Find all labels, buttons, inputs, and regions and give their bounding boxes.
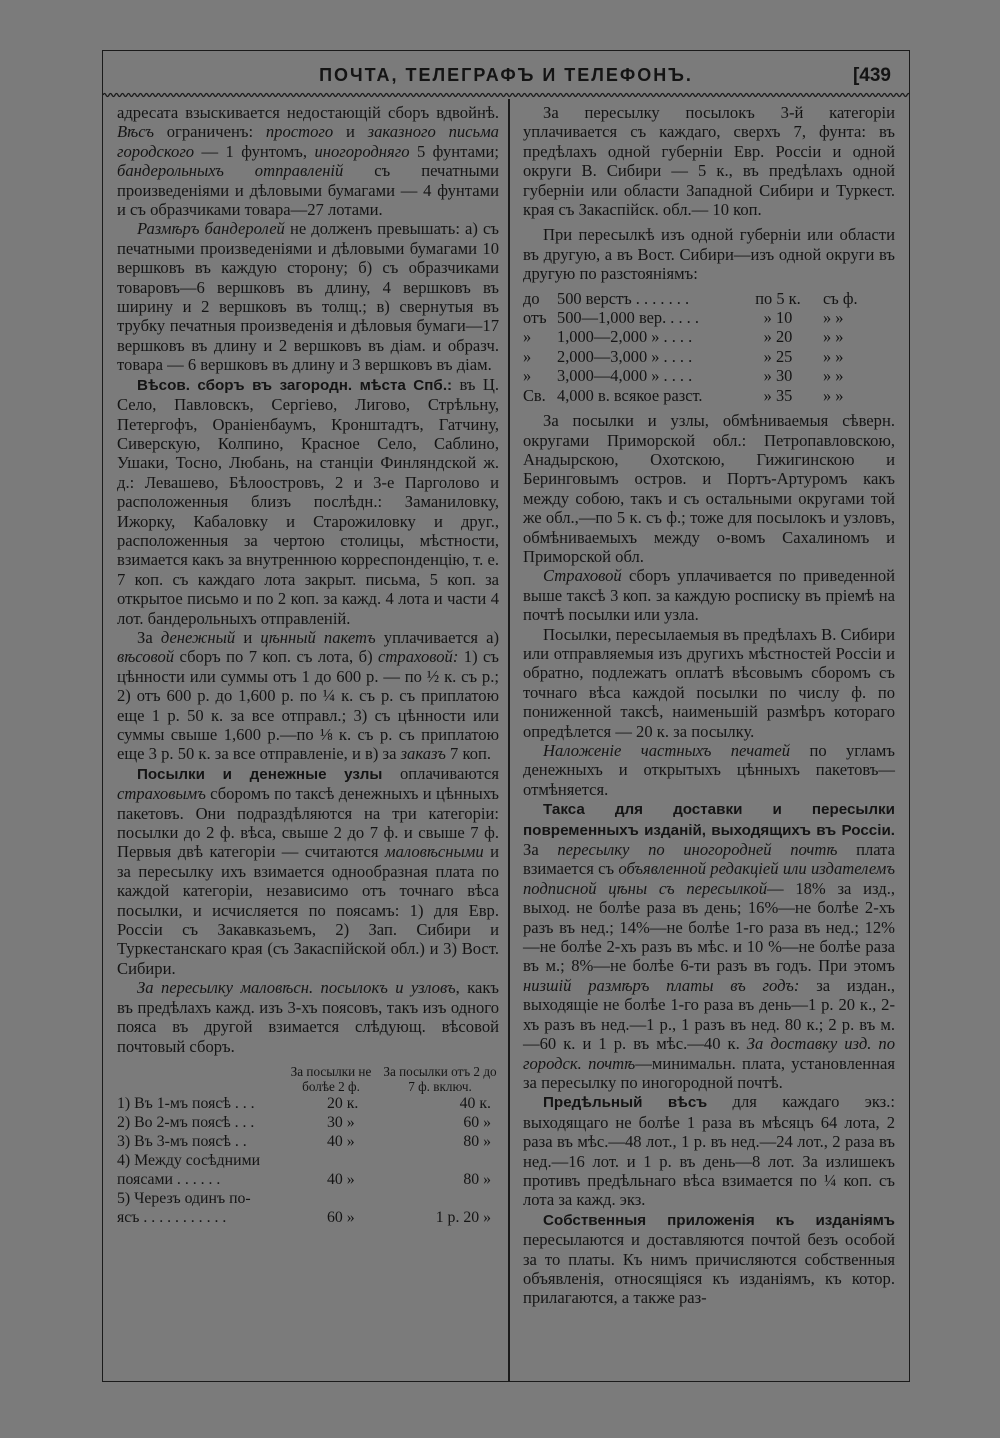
text: 7 коп.: [445, 744, 492, 764]
table-row: [117, 1113, 499, 1132]
page-number: [439: [852, 65, 891, 86]
row-label: ясъ . . . . . . . . . . .: [117, 1208, 227, 1226]
paragraph-supplements: [523, 1210, 895, 1308]
cell-2-to-7lb: 60 »: [463, 1113, 491, 1131]
rate-cell: » »: [823, 327, 844, 347]
text: — 18% за изд., выход. не болѣе раза въ день; 16%—не болѣе 2-хъ разъ въ нед.; 14%—не болѣе 1-го раза въ нед.; 12%—не болѣе 2-хъ разъ въ мѣс. и 10 %—не болѣе раза въ м.; 8%—не болѣе 6-ти разъ въ годъ. При этомъ: [523, 878, 895, 976]
parcel-table-header: [117, 1064, 499, 1094]
rate-cell: до: [523, 288, 540, 308]
rate-cell: 1,000—2,000 » . . . .: [557, 327, 693, 347]
text: сборомъ по таксѣ денежныхъ и цѣнныхъ пакетовъ. Они подраздѣляются на три категоріи: посылки до 2 ф. вѣса, свыше 2 до 7 ф. и свыше 7 ф. Первыя двѣ категоріи — считаются: [117, 784, 499, 862]
text: — 1 фунтомъ,: [194, 141, 315, 161]
row-label: 1) Въ 1-мъ поясѣ . . .: [117, 1094, 255, 1112]
rate-cell: » 20: [763, 327, 793, 347]
text-bold: Предѣльный вѣсъ: [543, 1094, 708, 1112]
left-column: [117, 103, 499, 1227]
text: и: [333, 122, 368, 142]
paragraph-siberia-parcels: Посылки, пересылаемыя въ предѣлахъ В. Сибири или отправляемыя изъ другихъ мѣстностей Россіи и обратно, подлежатъ оплатѣ вѣсовымъ сборомъ съ точнаго вѣса каждой посылки по числу ф. по пониженной таксѣ, наименьшій размѣръ котораго опредѣлется — 20 к. за посылку.: [523, 624, 895, 741]
text: уплачивается а): [375, 627, 500, 647]
text: пересылаются и доставляются почтой безъ особой за то платы. Къ нимъ причисляются собственныя объявленія, относящіяся къ изданіямъ, къ котор. прилагаются, а также раз-: [523, 1230, 895, 1308]
rate-cell: »: [523, 327, 532, 347]
text-italic: бандерольныхъ отправленій: [117, 161, 344, 181]
text: 5 фунтами;: [409, 141, 499, 161]
table-row: [523, 327, 881, 346]
text: для каждаго экз.: выходящаго не болѣе 1 раза въ мѣсяцъ 64 лота, 2 раза въ мѣс.—48 лот., 1 р. въ нед.—24 лот., 2 раза въ нед.—16 лот. и 1 р. въ день—8 лот. За излишекъ противъ предѣльнаго вѣса взимается по ¼ коп. съ лота за кажд. экз.: [523, 1092, 895, 1210]
table-row: [523, 289, 881, 308]
text-bold: Посылки и денежные узлы: [137, 765, 383, 783]
text-italic: заказъ: [400, 744, 446, 764]
rate-rows: [523, 289, 881, 405]
table-row: [117, 1151, 499, 1170]
text-italic: объявленной редакціей или издателемъ подписной цѣны съ пересылкой: [523, 859, 895, 898]
rate-cell: 3,000—4,000 » . . . .: [557, 366, 693, 386]
column-header-2-to-7lb: За посылки отъ 2 до 7 ф. включ.: [383, 1063, 497, 1094]
column-header-up-to-2lb: За посылки не болѣе 2 ф.: [290, 1063, 372, 1094]
cell-2-to-7lb: 1 р. 20 »: [435, 1208, 491, 1226]
text: и за пересылку ихъ взимается однообразная плата по каждой категоріи, независимо отъ точнаго вѣса посылки, и исчисляется по поясамъ: 1) для Евр. Россіи съ Закавказьемъ, 2) Зап. Сибири и Туркестанскаго края (съ Закаспійской обл.) и 3) Вост. Сибири.: [117, 842, 500, 978]
text: , какъ въ предѣлахъ кажд. изъ 3-хъ поясовъ, такъ изъ одного пояса въ другой взимается слѣдующ. вѣсовой почтовый сборъ.: [117, 978, 499, 1056]
paragraph-insurance-fee: [523, 566, 895, 624]
cell-2-to-7lb: 80 »: [463, 1132, 491, 1150]
table-row: [523, 347, 881, 366]
cell-up-to-2lb: 60 »: [327, 1208, 355, 1226]
text-bold: Вѣсов. сборъ въ загородн. мѣста Спб.:: [137, 376, 453, 394]
text-italic: Наложеніе частныхъ печатей: [543, 741, 791, 760]
running-title: ПОЧТА, ТЕЛЕГРАФЪ И ТЕЛЕФОНЪ.: [319, 65, 693, 85]
rate-cell: » 10: [763, 308, 793, 328]
paragraph-suburban-fee: [117, 375, 499, 628]
row-label: 2) Во 2-мъ поясѣ . . .: [117, 1113, 255, 1131]
cell-2-to-7lb: 80 »: [463, 1170, 491, 1188]
paragraph-seals: [523, 741, 895, 799]
paragraph-max-weight: [523, 1092, 895, 1209]
text: За: [523, 840, 558, 860]
text-italic: страховой:: [378, 647, 459, 667]
paragraph-northern-districts: За посылки и узлы, обмѣниваемыя сѣверн. округами Приморской обл.: Петропавловскою, Анадырскою, Охотскою, Гижигинскою и Беринговымъ остров. и Портъ-Артуромъ какъ между собою, такъ и съ остальными округами той же обл.,—по 5 к. съ ф.; тоже для посылокъ и узловъ, обмѣниваемыхъ между о-вомъ Сахалиномъ и Приморской обл.: [523, 411, 895, 566]
paragraph-banderol-size: [117, 219, 499, 374]
text-italic: маловѣсными: [385, 842, 484, 862]
row-label: поясами . . . . . .: [117, 1170, 221, 1188]
text-italic: пересылку по иногородней почтѣ: [557, 840, 838, 860]
text-italic: страховымъ: [117, 784, 206, 804]
paragraph-money-packet: [117, 628, 499, 764]
rate-cell: Св.: [523, 385, 546, 405]
text-italic: иногородняго: [314, 141, 410, 161]
cell-up-to-2lb: 30 »: [327, 1113, 355, 1131]
rate-cell: » »: [823, 385, 844, 405]
cell-up-to-2lb: [327, 1151, 387, 1170]
text: за издан., выходящіе не болѣе 1-го раза въ день—1 р. 20 к., 2-хъ разъ въ нед.—1 р., 1 разъ въ нед. 80 к.; 2 р. въ м.—60 к. и 1 р. въ мѣс.—40 к.: [523, 975, 896, 1054]
text-italic: Страховой: [543, 566, 622, 586]
text: оплачиваются: [382, 763, 499, 783]
cell-2-to-7lb: [387, 1151, 499, 1170]
paragraph-distance-intro: При пересылкѣ изъ одной губерніи или области въ другую, а въ Вост. Сибири—изъ одной округи въ другую по разстояніямъ:: [523, 225, 895, 284]
row-label: 3) Въ 3-мъ поясѣ . .: [117, 1132, 247, 1150]
rate-cell: »: [523, 346, 532, 366]
rate-cell: съ ф.: [823, 288, 858, 308]
text-italic: простого: [265, 122, 334, 142]
rate-cell: 2,000—3,000 » . . . .: [557, 346, 693, 366]
distance-rate-table: [523, 289, 881, 405]
table-row: [523, 308, 881, 327]
text-bold: Такса для доставки и пересылки повременныхъ изданій, выходящихъ въ Россіи.: [523, 801, 895, 839]
rate-cell: » »: [823, 346, 844, 366]
text: и: [235, 627, 261, 647]
text-italic: цѣнный пакетъ: [260, 627, 376, 647]
rate-cell: » 35: [763, 385, 793, 405]
table-row: [117, 1189, 499, 1208]
text-italic: низшій размѣръ платы въ годъ:: [523, 975, 800, 995]
row-label: 5) Черезъ одинъ по-: [117, 1189, 251, 1207]
table-row: [523, 366, 881, 385]
text: За: [137, 627, 161, 647]
text-italic: Размѣръ бандеролей: [137, 219, 285, 239]
cell-up-to-2lb: 20 к.: [327, 1094, 359, 1112]
parcel-table-rows: [117, 1094, 499, 1227]
text: въ Ц. Село, Павловскъ, Сергіево, Лигово, Стрѣльну, Петергофъ, Ораніенбаумъ, Кронштадтъ, Гатчину, Сиверскую, Колпино, Красное Село, Саблино, Ушаки, Тосно, Любань, на станціи Финляндской ж. д.: Левашево, Бѣлоостровъ, 2 и 3-е Парголово и расположенныя близъ послѣдн.: Заманиловку, Ижорку, Кабаловку и Старожиловку и друг., расположенныя за чертою столицы, мѣстности, взимается какъ за внутреннюю корреспонденцію, т. е. 7 коп. съ каждаго лота закрыт. письма, 5 коп. за открытое письмо и по 2 коп. за кажд. 4 лота и части 4 лот. бандерольныхъ отправленій.: [117, 374, 499, 628]
text-italic: Вѣсъ: [117, 122, 154, 142]
row-label: 4) Между сосѣдними: [117, 1151, 261, 1169]
text: не долженъ превышать: а) съ печатными произведеніями и дѣловыми бумагами 10 вершковъ въ каждую сторону; б) съ образчиками товаровъ—6 вершковъ въ длину, 4 вершковъ въ ширину и 2 вершковъ въ толщ.; в) свернутыя въ трубку печатныя произведенія и дѣловыя бумаги—17 вершковъ въ длину и 2 вершковъ въ діам. и образч. товара — 6 вершковъ въ длину и 3 вершковъ въ діам.: [117, 219, 499, 375]
right-column: [523, 103, 895, 1308]
rate-cell: отъ: [523, 308, 547, 328]
column-divider: [508, 99, 510, 1381]
text: адресата взыскивается недостающій сборъ вдвойнѣ.: [117, 103, 499, 122]
book-page: [102, 50, 910, 1382]
table-row: [117, 1132, 499, 1151]
text: —минимальн. плата, установленная за пересылку по иногородной почтѣ.: [523, 1053, 895, 1092]
rate-cell: 500 верстъ . . . . . . .: [557, 288, 690, 308]
rate-cell: 500—1,000 вер. . . . .: [557, 308, 699, 328]
text-italic: За доставку изд. по городск. почтѣ: [523, 1034, 895, 1073]
text: плата взимается съ: [523, 840, 895, 879]
rate-cell: » 25: [763, 346, 793, 366]
text: ограниченъ:: [153, 122, 266, 142]
table-row: [523, 386, 881, 405]
table-row: [117, 1094, 499, 1113]
cell-up-to-2lb: 40 »: [327, 1170, 355, 1188]
rate-cell: по 5 к.: [755, 288, 801, 308]
text-italic: заказного письма городского: [117, 122, 499, 161]
cell-up-to-2lb: [327, 1189, 387, 1208]
rate-cell: »: [523, 366, 532, 386]
wavy-rule: [103, 91, 909, 99]
text: сборъ по 7 коп. съ лота, б): [174, 647, 379, 667]
text: 1) съ цѣнности или суммы отъ 1 до 600 р. — по ½ к. съ р.; 2) отъ 600 р. до 1,600 р. по ¼ к. съ р. съ приплатою еще 1 р. 50 к. за все отправл.; 3) съ цѣнности или суммы свыше 1,600 р.—по ⅛ к. съ р. съ приплатою еще 3 р. 50 к. за все отправленіе, и в) за: [117, 647, 499, 764]
paragraph-third-category: За пересылку посылокъ 3-й категоріи уплачивается съ каждаго, сверхъ 7, фунта: въ предѣлахъ одной губерніи Евр. Россіи и одной округи В. Сибири — 5 к., въ предѣлахъ одной губерніи или области Западной Сибири и Туркест. края съ Закаспійск. обл.— 10 коп.: [523, 103, 895, 220]
text-bold: Собственныя приложенія къ изданіямъ: [543, 1211, 895, 1229]
text: съ печатными произведеніями и дѣловыми бумагами — 4 фунтами и съ образчиками товара—27 лотами.: [117, 161, 499, 220]
paragraph-periodicals-tariff: [523, 799, 895, 1092]
text-italic: денежный: [160, 627, 236, 647]
parcel-zone-table: [117, 1064, 499, 1227]
rate-cell: » »: [823, 366, 844, 386]
cell-up-to-2lb: 40 »: [327, 1132, 355, 1150]
text: сборъ уплачивается по приведенной выше таксѣ 3 коп. за каждую росписку въ пріемѣ на почтѣ посылки или узла.: [523, 566, 895, 625]
text-italic: вѣсовой: [117, 647, 175, 667]
cell-2-to-7lb: 40 к.: [459, 1094, 491, 1112]
cell-2-to-7lb: [387, 1189, 499, 1208]
text: по угламъ денежныхъ и открытыхъ цѣнныхъ пакетовъ—отмѣняется.: [523, 741, 895, 799]
paragraph-weight-limits: [117, 103, 499, 219]
rate-cell: » 30: [763, 366, 793, 386]
table-row: [117, 1170, 499, 1189]
paragraph-parcels: [117, 764, 499, 978]
rate-cell: 4,000 в. всякое разст.: [557, 385, 703, 405]
table-row: [117, 1208, 499, 1227]
paragraph-light-parcels: [117, 978, 499, 1056]
text-italic: За пересылку маловѣсн. посылокъ и узловъ: [137, 978, 456, 998]
rate-cell: » »: [823, 308, 844, 328]
